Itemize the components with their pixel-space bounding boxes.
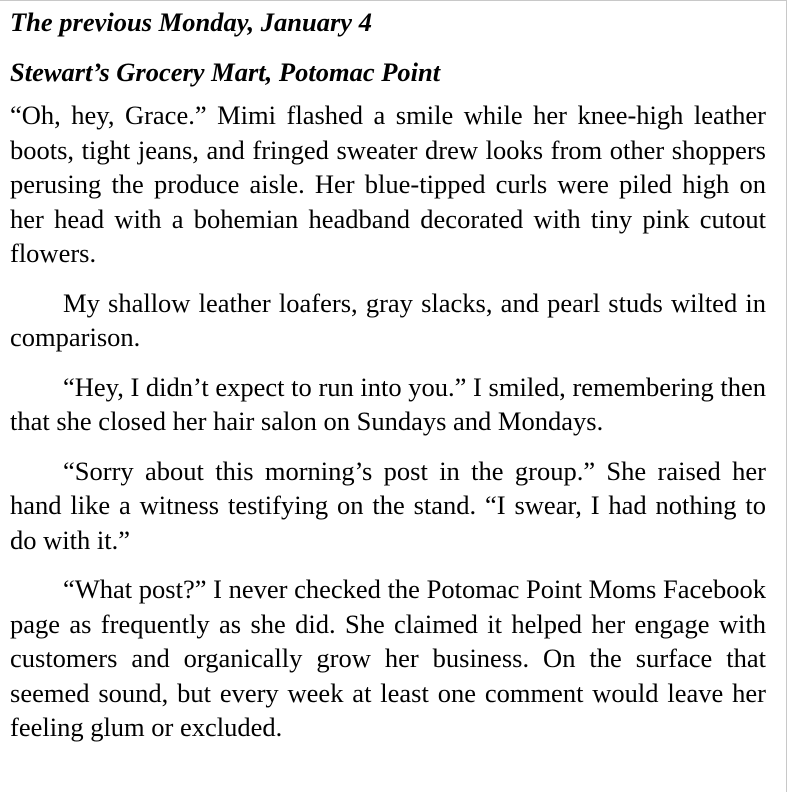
paragraph-4: “Sorry about this morning’s post in the group.” She raised her hand like a witness testifying on the stand. “I swear, I had nothing to do with it.” (10, 455, 766, 555)
scene-location-heading: Stewart’s Grocery Mart, Potomac Point (10, 56, 441, 87)
paragraph-1: “Oh, hey, Grace.” Mimi flashed a smile while her knee-high leather boots, tight jeans, and fringed sweater drew looks from other shoppers perusing the produce aisle. Her blue-tipped curls were piled high on her head with a bohemian headband decorated with tiny pink cutout flowers. (10, 100, 766, 268)
paragraph-2: My shallow leather loafers, gray slacks, and pearl studs wilted in comparison. (10, 287, 766, 352)
paragraph-3: “Hey, I didn’t expect to run into you.” I smiled, remembering then that she closed her hair salon on Sundays and Mondays. (10, 371, 766, 436)
book-page (10, 5, 766, 760)
scene-date-heading: The previous Monday, January 4 (10, 7, 372, 37)
paragraph-5: “What post?” I never checked the Potomac Point Moms Facebook page as frequently as she did. She claimed it helped her engage with customers and organically grow her business. On the surface that seemed sound, but every week at least one comment would leave her feeling glum or excluded. (10, 574, 766, 742)
